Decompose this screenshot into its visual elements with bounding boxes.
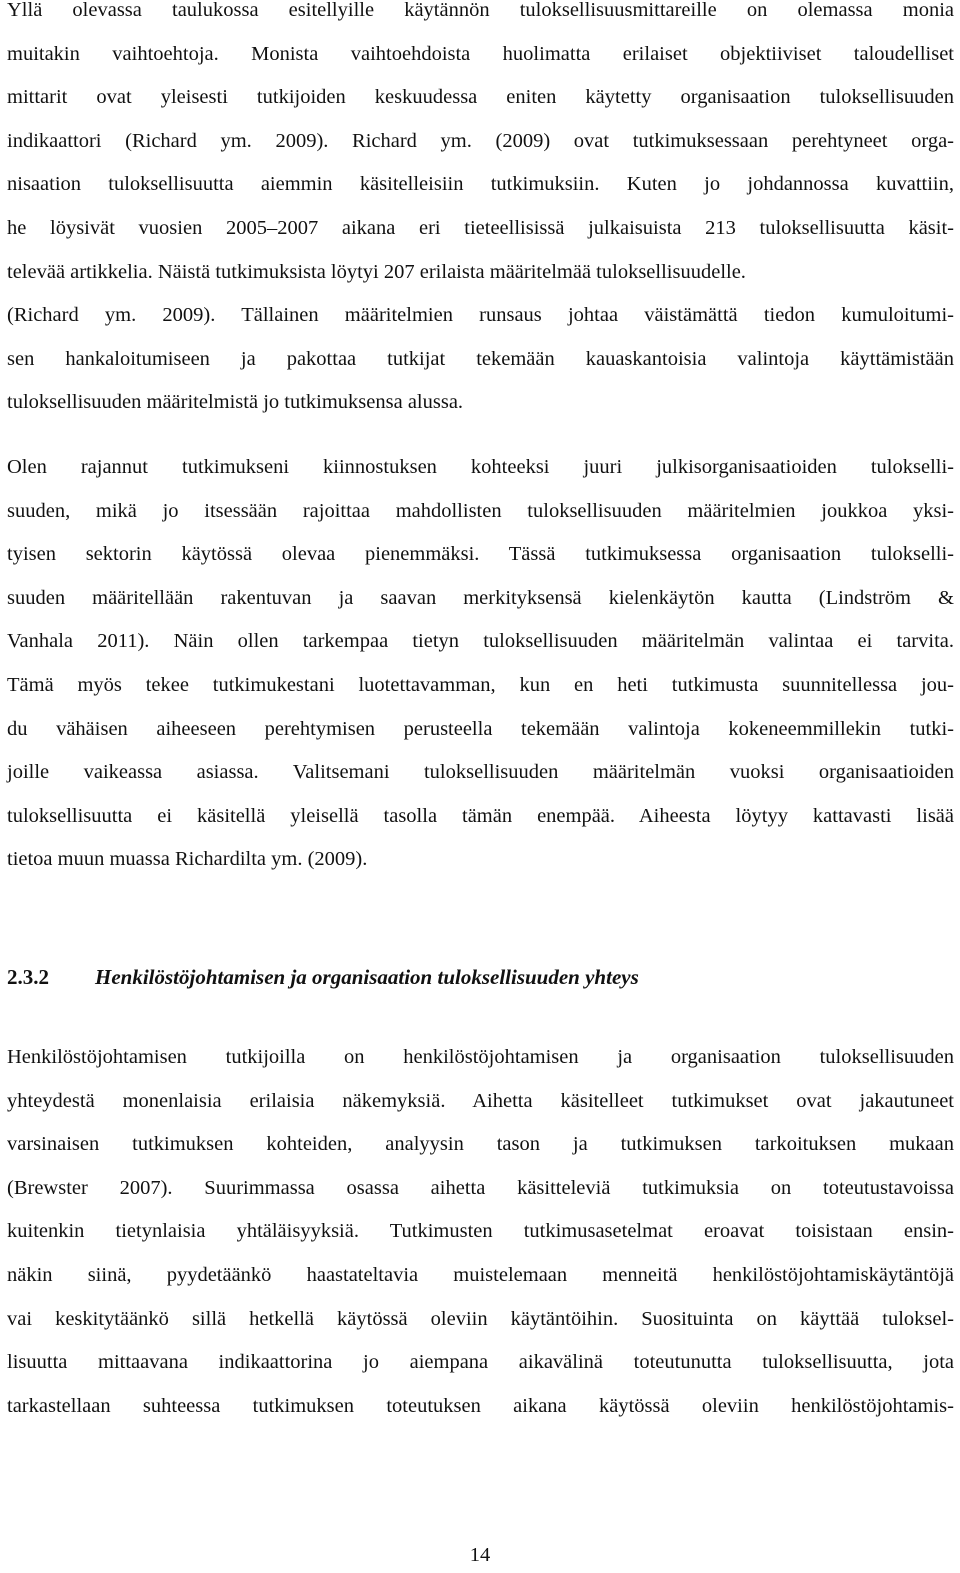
text-line: Olen rajannut tutkimukseni kiinnostuksen kohteeksi juuri julkisorganisaatioiden tulokselli-: [7, 456, 954, 478]
text-line: televää artikkelia. Näistä tutkimuksista löytyi 207 erilaista määritelmää tuloksellisuudelle.: [7, 260, 746, 283]
text-line: he löysivät vuosien 2005–2007 aikana eri tieteellisissä julkaisuista 213 tuloksellisuutta käsit-: [7, 216, 954, 239]
text-line: Henkilöstöjohtamisen tutkijoilla on henkilöstöjohtamisen ja organisaation tuloksellisuuden: [7, 1046, 954, 1068]
text-line: mittarit ovat yleisesti tutkijoiden keskuudessa eniten käytetty organisaation tuloksellisuuden: [7, 86, 954, 109]
text-line: joille vaikeassa asiassa. Valitsemani tuloksellisuuden määritelmän vuoksi organisaatioiden: [7, 761, 954, 784]
text-line: du vähäisen aiheeseen perehtymisen perusteella tekemään valintoja kokeneemmillekin tutki-: [7, 717, 954, 740]
text-line: Yllä olevassa taulukossa esitellyille käytännön tuloksellisuusmittareille on olemassa monia: [7, 0, 954, 21]
text-line: sen hankaloitumiseen ja pakottaa tutkijat tekemään kauaskantoisia valintoja käyttämistään: [7, 347, 954, 370]
paragraph-research-scope: [7, 446, 954, 882]
text-line: tarkastellaan suhteessa tutkimuksen toteutuksen aikana käytössä oleviin henkilöstöjohtamis-: [7, 1394, 954, 1417]
text-line: suuden, mikä jo itsessään rajoittaa mahdollisten tuloksellisuuden määritelmien joukkoa yksi-: [7, 499, 954, 522]
text-line: kuitenkin tietynlaisia yhtäläisyyksiä. Tutkimusten tutkimusasetelmat eroavat toisistaan ensin-: [7, 1220, 954, 1243]
text-line: indikaattori (Richard ym. 2009). Richard ym. (2009) ovat tutkimuksessaan perehtyneet orga-: [7, 129, 954, 152]
text-line: nisaation tuloksellisuutta aiemmin käsitelleisiin tutkimuksiin. Kuten jo johdannossa kuvattiin,: [7, 173, 954, 196]
section-heading: [7, 962, 639, 992]
text-line: Vanhala 2011). Näin ollen tarkempaa tietyn tuloksellisuuden määritelmän valintaa ei tarvita.: [7, 630, 954, 653]
paragraph-measurement-alternatives: [7, 0, 954, 425]
text-line: yhteydestä monenlaisia erilaisia näkemyksiä. Aihetta käsitelleet tutkimukset ovat jakautuneet: [7, 1089, 954, 1112]
text-line: (Brewster 2007). Suurimmassa osassa aihetta käsitteleviä tutkimuksia on toteutustavoissa: [7, 1176, 954, 1199]
text-line: (Richard ym. 2009). Tällainen määritelmien runsaus johtaa väistämättä tiedon kumuloitumi-: [7, 304, 954, 327]
text-line: tuloksellisuuden määritelmistä jo tutkimuksensa alussa.: [7, 391, 464, 414]
paragraph-hrm-performance: [7, 1036, 954, 1428]
text-line: varsinaisen tutkimuksen kohteiden, analyysin tason ja tutkimuksen tarkoituksen mukaan: [7, 1133, 954, 1156]
text-line: tuloksellisuutta ei käsitellä yleisellä tasolla tämän enempää. Aiheesta löytyy kattavasti lisää: [7, 804, 954, 827]
text-line: Tämä myös tekee tutkimukestani luotettavamman, kun en heti tutkimusta suunnitellessa jou-: [7, 673, 954, 696]
text-line: muitakin vaihtoehtoja. Monista vaihtoehdoista huolimatta erilaiset objektiiviset taloudelliset: [7, 42, 954, 65]
page-number: 14: [469, 1544, 491, 1566]
text-line: vai keskitytäänkö sillä hetkellä käytössä oleviin käytäntöihin. Suosituinta on käyttää tuloksel-: [7, 1307, 954, 1330]
text-line: suuden määritellään rakentuvan ja saavan merkityksensä kielenkäytön kautta (Lindström &: [7, 586, 954, 609]
text-line: tietoa muun muassa Richardilta ym. (2009).: [7, 848, 368, 871]
section-number: 2.3.2: [7, 965, 49, 989]
text-line: näkin siinä, pyydetäänkö haastateltavia muistelemaan menneitä henkilöstöjohtamiskäytäntöjä: [7, 1263, 954, 1286]
text-line: lisuutta mittaavana indikaattorina jo aiempana aikavälinä toteutunutta tuloksellisuutta, jota: [7, 1351, 954, 1374]
text-line: tyisen sektorin käytössä olevaa pienemmäksi. Tässä tutkimuksessa organisaation tulokselli-: [7, 543, 954, 566]
section-title: Henkilöstöjohtamisen ja organisaation tuloksellisuuden yhteys: [95, 965, 639, 989]
